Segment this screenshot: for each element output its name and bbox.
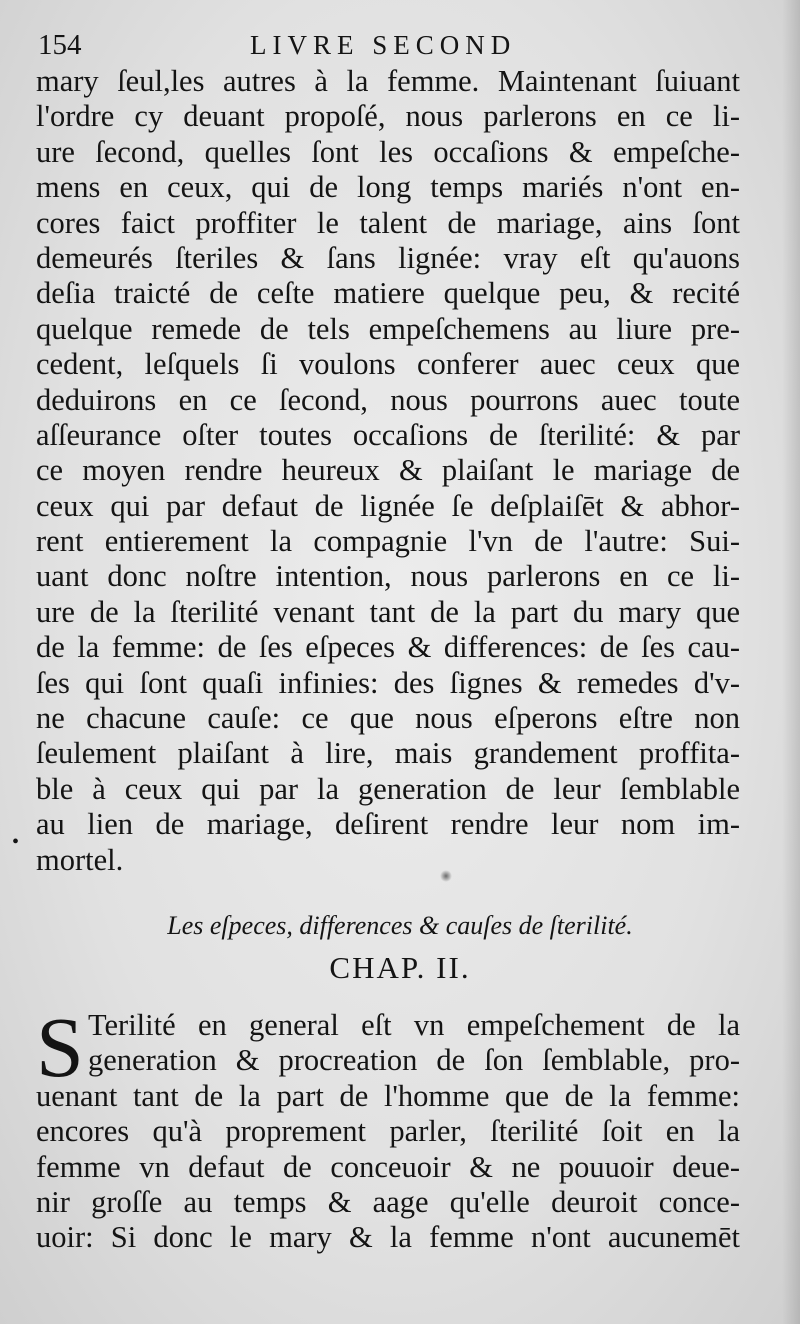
text-line: ſes qui ſont quaſi infinies: des ſignes & remedes d'v- xyxy=(36,665,740,700)
text-line: uenant tant de la part de l'homme que de la femme: xyxy=(36,1078,740,1113)
text-line: l'ordre cy deuant propoſé, nous parlerons en ce li- xyxy=(36,99,740,134)
chapter-body xyxy=(36,999,740,1256)
page-header xyxy=(38,28,758,62)
text-line: de la femme: de ſes eſpeces & differences: de ſes cau- xyxy=(36,630,740,665)
text-line: femme vn defaut de conceuoir & ne pouuoir deue- xyxy=(36,1149,740,1184)
text-line: ure ſecond, quelles ſont les occaſions & empeſche- xyxy=(36,134,740,169)
text-line: deduirons en ce ſecond, nous pourrons auec toute xyxy=(36,382,740,417)
text-line: ble à ceux qui par la generation de leur ſemblable xyxy=(36,771,740,806)
text-line: generation & procreation de ſon ſemblable, pro- xyxy=(88,1043,740,1078)
ink-speck xyxy=(440,870,452,882)
chapter-title: CHAP. II. xyxy=(329,950,471,985)
marginal-mark: • xyxy=(12,831,20,853)
text-line: mortel. xyxy=(36,842,124,877)
drop-cap: S xyxy=(36,999,84,1095)
text-line: ce moyen rendre heureux & plaiſant le mariage de xyxy=(36,453,740,488)
text-line: nir groſſe au temps & aage qu'elle deuroit conce- xyxy=(36,1184,740,1219)
text-line: aſſeurance oſter toutes occaſions de ſterilité: & par xyxy=(36,417,740,452)
running-head: LIVRE SECOND xyxy=(250,30,517,60)
page-edge-shadow xyxy=(782,0,800,1324)
text-line: ure de la ſterilité venant tant de la part du mary que xyxy=(36,594,740,629)
text-line: ſeulement plaiſant à lire, mais grandement proffita- xyxy=(36,736,740,771)
text-line: uant donc noſtre intention, nous parlerons en ce li- xyxy=(36,559,740,594)
text-line: uoir: Si donc le mary & la femme n'ont aucunemēt xyxy=(36,1220,740,1255)
text-line: cedent, leſquels ſi voulons conferer auec ceux que xyxy=(36,347,740,382)
text-line: encores qu'à proprement parler, ſterilité ſoit en la xyxy=(36,1114,740,1149)
text-line: Terilité en general eſt vn empeſchement de la xyxy=(88,1008,740,1042)
text-line: rent entierement la compagnie l'vn de l'autre: Sui- xyxy=(36,524,740,559)
body-text xyxy=(36,64,740,878)
text-line: cores faict proffiter le talent de mariage, ains ſont xyxy=(36,205,740,240)
text-line: ceux qui par defaut de lignée ſe deſplaiſēt & abhor- xyxy=(36,488,740,523)
text-line: quelque remede de tels empeſchemens au liure pre- xyxy=(36,311,740,346)
text-line: au lien de mariage, deſirent rendre leur nom im- xyxy=(36,807,740,842)
section-title: Les eſpeces, differences & cauſes de ſterilité. xyxy=(167,911,633,940)
text-line: mary ſeul,les autres à la femme. Maintenant ſuiuant xyxy=(36,64,740,98)
text-line: ne chacune cauſe: ce que nous eſperons eſtre non xyxy=(36,701,740,736)
text-line: mens en ceux, qui de long temps mariés n'ont en- xyxy=(36,170,740,205)
page-number: 154 xyxy=(38,29,82,61)
text-line: demeurés ſteriles & ſans lignée: vray eſt qu'auons xyxy=(36,240,740,275)
text-line: deſia traicté de ceſte matiere quelque peu, & recité xyxy=(36,276,740,311)
